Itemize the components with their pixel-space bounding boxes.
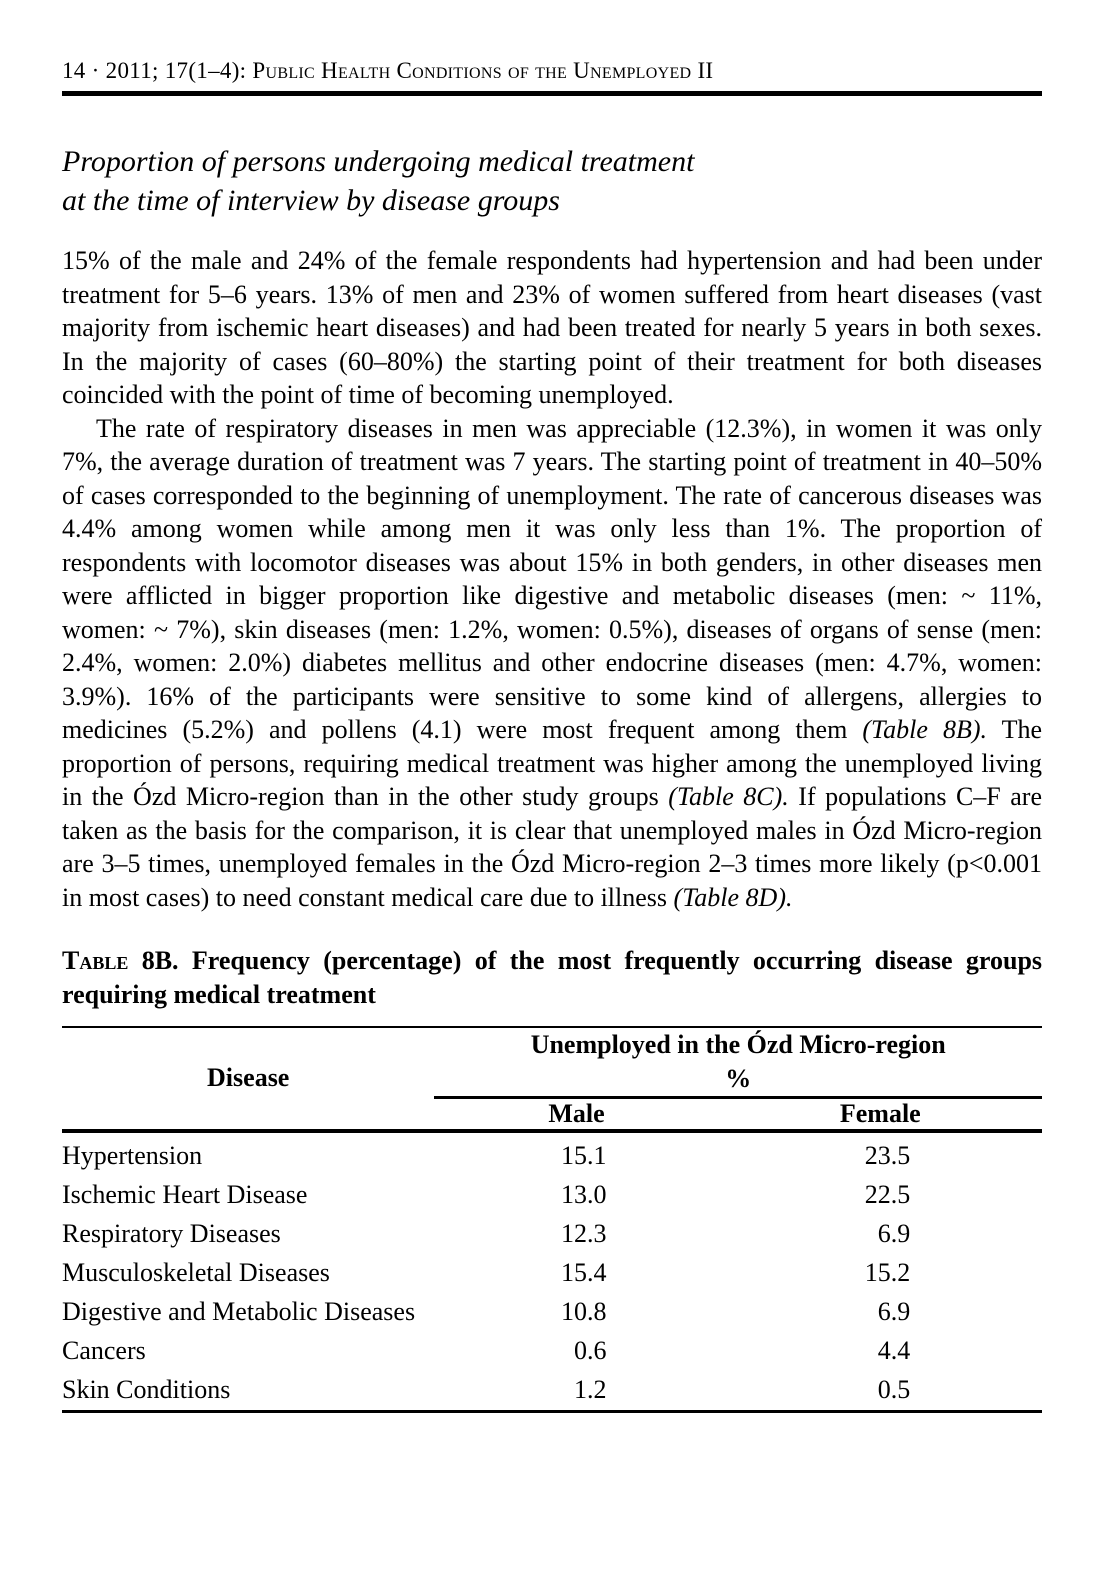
table-caption xyxy=(62,944,1042,1012)
male-value-cell: 12.3 xyxy=(560,1219,607,1249)
table-row xyxy=(62,1293,1042,1332)
table-row xyxy=(62,1332,1042,1371)
column-header-group xyxy=(434,1027,1042,1097)
paragraph-2-text-3: If populations C–F are taken as the basis for the comparison, it is clear that unemployed males in Ózd Micro-region are 3–5 times, unemployed females in the Ózd Micro-region 2–3 times more likely (p<0.001 in most cases) to need constant medical care due to illness xyxy=(62,782,1043,912)
table-row xyxy=(62,1215,1042,1254)
table-8b-reference: (Table 8B). xyxy=(862,715,987,744)
disease-cell: Hypertension xyxy=(62,1141,203,1171)
running-header xyxy=(62,58,1042,84)
disease-cell: Respiratory Diseases xyxy=(62,1219,281,1249)
table-row xyxy=(62,1371,1042,1412)
paragraph-2-text-1: The rate of respiratory diseases in men was appreciable (12.3%), in women it was only 7%, the average duration of treatment was 7 years. The starting point of treatment in 40–50% of cases corresponded to the beginning of unemployment. The rate of cancerous diseases was 4.4% among women while among men it was only less than 1%. The proportion of respondents with locomotor diseases was about 15% in both genders, in other diseases men were afflicted in bigger proportion like digestive and metabolic diseases (men: ~ 11%, women: ~ 7%), skin diseases (men: 1.2%, women: 0.5%), diseases of organs of sense (men: 2.4%, women: 2.0%) diabetes mellitus and other endocrine diseases (men: 4.7%, women: 3.9%). 16% of the participants were sensitive to some kind of allergens, allergies to medicines (5.2%) and pollens (4.1) were most frequent among them xyxy=(62,413,1042,744)
male-value-cell: 15.1 xyxy=(560,1141,607,1171)
table-8c-reference: (Table 8C). xyxy=(668,782,789,811)
male-value-cell: 10.8 xyxy=(560,1297,607,1327)
table-8d-reference: (Table 8D). xyxy=(673,882,793,912)
column-header-disease: Disease xyxy=(62,1027,434,1131)
column-header-female: Female xyxy=(719,1097,1042,1131)
paragraph-2 xyxy=(62,412,1042,915)
disease-cell: Musculoskeletal Diseases xyxy=(62,1258,330,1288)
disease-cell: Skin Conditions xyxy=(62,1375,231,1405)
section-title-line-1: Proportion of persons undergoing medical treatment xyxy=(62,145,695,178)
paragraph-2-text-2: The proportion of persons, requiring medical treatment was higher among the unemployed living in the Ózd Micro-region than in the other study groups xyxy=(62,715,1042,811)
male-value-cell: 15.4 xyxy=(560,1258,607,1288)
header-citation: 14 · 2011; 17(1–4): xyxy=(62,58,253,83)
female-value-cell: 22.5 xyxy=(864,1180,911,1210)
section-title-line-2: at the time of interview by disease groups xyxy=(62,184,560,217)
column-header-group-line-1: Unemployed in the Ózd Micro-region xyxy=(530,1030,946,1059)
table-body xyxy=(62,1131,1042,1412)
section-title xyxy=(62,142,1042,220)
table-header-group-row xyxy=(62,1027,1042,1097)
table-row xyxy=(62,1254,1042,1293)
table-caption-label: Table 8B. xyxy=(62,946,179,975)
column-header-male: Male xyxy=(434,1097,718,1131)
female-value-cell: 0.5 xyxy=(877,1375,911,1405)
female-value-cell: 6.9 xyxy=(877,1297,911,1327)
disease-cell: Ischemic Heart Disease xyxy=(62,1180,308,1210)
female-value-cell: 6.9 xyxy=(877,1219,911,1249)
female-value-cell: 23.5 xyxy=(864,1141,911,1171)
male-value-cell: 13.0 xyxy=(560,1180,607,1210)
table-8b xyxy=(62,1026,1042,1413)
male-value-cell: 0.6 xyxy=(573,1336,607,1366)
table-header xyxy=(62,1027,1042,1131)
disease-cell: Cancers xyxy=(62,1336,146,1366)
table-row xyxy=(62,1176,1042,1215)
table-row xyxy=(62,1131,1042,1176)
header-rule xyxy=(62,91,1042,96)
female-value-cell: 4.4 xyxy=(877,1336,911,1366)
male-value-cell: 1.2 xyxy=(573,1375,607,1405)
paragraph-1: 15% of the male and 24% of the female respondents had hypertension and had been under treatment for 5–6 years. 13% of men and 23% of women suffered from heart diseases (vast majority from ischemic heart diseases) and had been treated for nearly 5 years in both sexes. In the majority of cases (60–80%) the starting point of their treatment for both diseases coincided with the point of time of becoming unemployed. xyxy=(62,246,1042,409)
header-running-title: Public Health Conditions of the Unemployed II xyxy=(252,58,714,83)
female-value-cell: 15.2 xyxy=(864,1258,911,1288)
table-caption-text: Frequency (percentage) of the most frequently occurring disease groups requiring medical treatment xyxy=(62,946,1043,1009)
disease-cell: Digestive and Metabolic Diseases xyxy=(62,1297,416,1327)
column-header-group-line-2: % xyxy=(725,1063,752,1093)
